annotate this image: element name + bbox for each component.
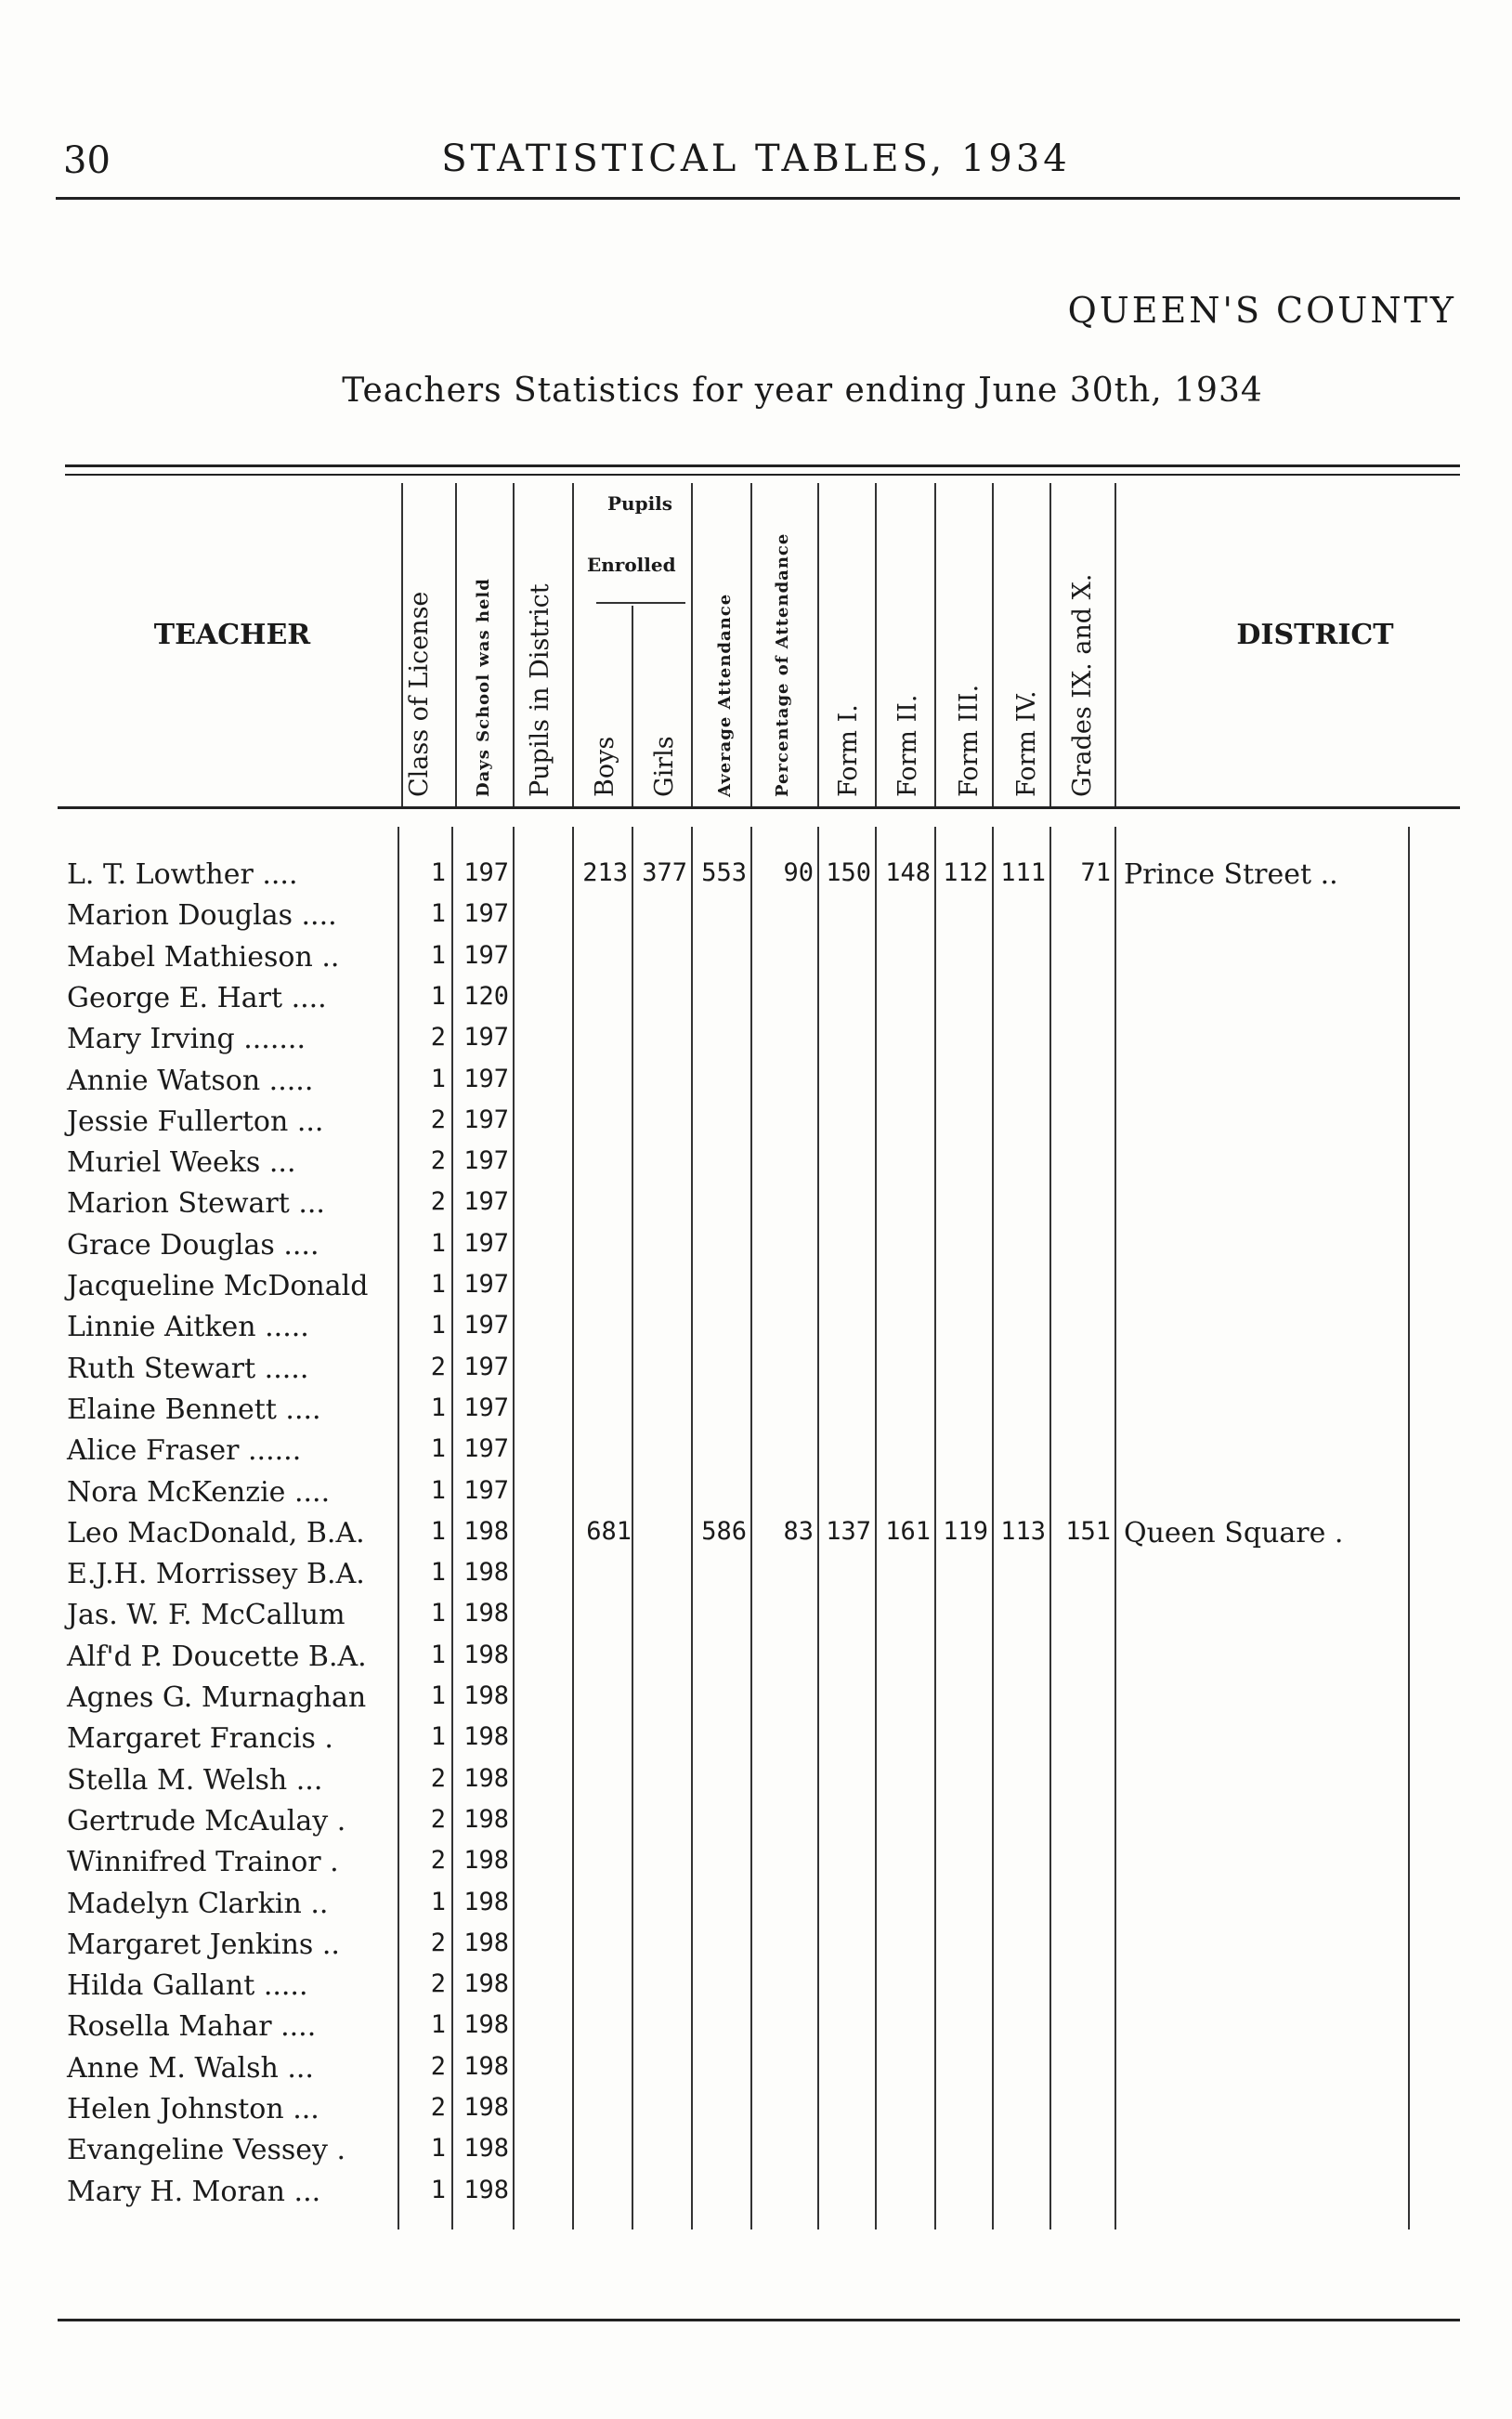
class-of-license: 1 — [430, 1888, 446, 1916]
class-of-license: 1 — [430, 1681, 446, 1710]
days-school-held: 197 — [463, 1229, 509, 1258]
class-of-license: 1 — [430, 1476, 446, 1505]
body-column-rule — [1114, 827, 1116, 2229]
header-column-rule — [632, 606, 633, 806]
class-of-license: 1 — [430, 941, 446, 970]
teacher-name: Alf'd P. Doucette B.A. — [67, 1641, 367, 1673]
boys-enrolled: 213 — [582, 858, 628, 887]
header-column-rule — [1114, 483, 1116, 806]
header-column-rule — [992, 483, 994, 806]
days-school-held: 198 — [463, 1558, 509, 1587]
class-of-license: 2 — [430, 2093, 446, 2122]
average-attendance: 553 — [701, 858, 747, 887]
column-header-average-attendance: Average Attendance — [715, 593, 735, 797]
class-of-license: 1 — [430, 899, 446, 928]
days-school-held: 198 — [463, 1517, 509, 1546]
header-column-rule — [572, 483, 574, 806]
days-school-held: 120 — [463, 982, 509, 1011]
days-school-held: 197 — [463, 1270, 509, 1299]
days-school-held: 198 — [463, 1764, 509, 1793]
column-header-enrolled: Enrolled — [587, 554, 676, 576]
class-of-license: 2 — [430, 1146, 446, 1175]
class-of-license: 1 — [430, 1558, 446, 1587]
class-of-license: 2 — [430, 1764, 446, 1793]
header-column-rule — [934, 483, 936, 806]
percentage-attendance: 90 — [783, 858, 814, 887]
days-school-held: 198 — [463, 1888, 509, 1916]
form-1-count: 137 — [826, 1517, 871, 1546]
header-column-rule — [875, 483, 877, 806]
teacher-name: Evangeline Vessey . — [67, 2134, 346, 2166]
teacher-name: Leo MacDonald, B.A. — [67, 1517, 365, 1549]
teacher-name: Elaine Bennett .... — [67, 1393, 321, 1426]
teacher-name: Margaret Francis . — [67, 1722, 333, 1755]
percentage-attendance: 83 — [783, 1517, 814, 1546]
table-top-rule-2 — [65, 474, 1460, 476]
body-column-rule — [398, 827, 399, 2229]
column-header-boys: Boys — [591, 736, 619, 797]
column-header-grades: Grades IX. and X. — [1068, 573, 1097, 797]
page-number: 30 — [63, 139, 111, 182]
teacher-name: Mabel Mathieson .. — [67, 941, 340, 974]
days-school-held: 198 — [463, 1929, 509, 1957]
table-subtitle: Teachers Statistics for year ending June 30th, 1934 — [342, 372, 1263, 410]
days-school-held: 198 — [463, 1681, 509, 1710]
days-school-held: 197 — [463, 1434, 509, 1463]
teacher-name: Margaret Jenkins .. — [67, 1929, 340, 1961]
teacher-name: L. T. Lowther .... — [67, 858, 298, 891]
teacher-name: Agnes G. Murnaghan — [67, 1681, 367, 1714]
table-bottom-rule — [58, 2319, 1460, 2321]
class-of-license: 1 — [430, 2176, 446, 2204]
teacher-name: Ruth Stewart ..... — [67, 1353, 309, 1385]
enrolled-underline — [596, 602, 685, 604]
county-title: QUEEN'S COUNTY — [1067, 290, 1456, 331]
days-school-held: 197 — [463, 1353, 509, 1381]
class-of-license: 1 — [430, 2010, 446, 2039]
form-2-count: 161 — [885, 1517, 931, 1546]
header-column-rule — [817, 483, 819, 806]
body-column-rule — [1408, 827, 1410, 2229]
class-of-license: 1 — [430, 982, 446, 1011]
body-column-rule — [632, 827, 633, 2229]
column-header-days: Days School was held — [474, 578, 493, 797]
class-of-license: 1 — [430, 1229, 446, 1258]
teacher-name: Mary H. Moran ... — [67, 2176, 321, 2208]
class-of-license: 2 — [430, 1105, 446, 1134]
header-column-rule — [691, 483, 693, 806]
teacher-name: Annie Watson ..... — [67, 1065, 314, 1097]
average-attendance: 586 — [701, 1517, 747, 1546]
teacher-name: Rosella Mahar .... — [67, 2010, 317, 2043]
district-name: Queen Square . — [1124, 1517, 1344, 1549]
class-of-license: 1 — [430, 1722, 446, 1751]
teacher-name: Grace Douglas .... — [67, 1229, 319, 1262]
days-school-held: 197 — [463, 1023, 509, 1052]
teacher-name: Linnie Aitken ..... — [67, 1311, 309, 1343]
class-of-license: 1 — [430, 1270, 446, 1299]
days-school-held: 198 — [463, 1641, 509, 1669]
teacher-name: Jessie Fullerton ... — [67, 1105, 324, 1138]
teacher-name: Stella M. Welsh ... — [67, 1764, 323, 1797]
days-school-held: 197 — [463, 1146, 509, 1175]
district-name: Prince Street .. — [1124, 858, 1338, 891]
days-school-held: 198 — [463, 1846, 509, 1875]
running-title: STATISTICAL TABLES, 1934 — [441, 137, 1071, 180]
class-of-license: 2 — [430, 2052, 446, 2081]
class-of-license: 2 — [430, 1187, 446, 1216]
column-header-form-1: Form I. — [834, 704, 863, 797]
days-school-held: 197 — [463, 1393, 509, 1422]
form-2-count: 148 — [885, 858, 931, 887]
teacher-name: Helen Johnston ... — [67, 2093, 319, 2125]
days-school-held: 198 — [463, 1599, 509, 1628]
days-school-held: 198 — [463, 2093, 509, 2122]
grades-ix-x-count: 151 — [1065, 1517, 1111, 1546]
teacher-name: Gertrude McAulay . — [67, 1805, 346, 1837]
days-school-held: 198 — [463, 2134, 509, 2163]
header-bottom-rule — [58, 806, 1460, 809]
form-1-count: 150 — [826, 858, 871, 887]
teacher-name: Jacqueline McDonald — [67, 1270, 369, 1302]
class-of-license: 2 — [430, 1929, 446, 1957]
class-of-license: 1 — [430, 1517, 446, 1546]
class-of-license: 1 — [430, 1641, 446, 1669]
class-of-license: 1 — [430, 1065, 446, 1093]
column-header-form-3: Form III. — [955, 684, 984, 797]
teacher-name: Hilda Gallant ..... — [67, 1969, 308, 2002]
header-column-rule — [513, 483, 515, 806]
header-rule — [56, 197, 1460, 200]
days-school-held: 198 — [463, 1805, 509, 1834]
teacher-name: Marion Stewart ... — [67, 1187, 325, 1220]
days-school-held: 197 — [463, 1476, 509, 1505]
days-school-held: 197 — [463, 1105, 509, 1134]
days-school-held: 198 — [463, 2010, 509, 2039]
teacher-name: Alice Fraser ...... — [67, 1434, 302, 1467]
column-header-form-4: Form IV. — [1012, 690, 1041, 797]
teacher-name: Marion Douglas .... — [67, 899, 337, 932]
teacher-name: E.J.H. Morrissey B.A. — [67, 1558, 365, 1590]
class-of-license: 1 — [430, 858, 446, 887]
days-school-held: 197 — [463, 1311, 509, 1340]
column-header-teacher: TEACHER — [153, 619, 311, 651]
girls-enrolled: 377 — [642, 858, 687, 887]
days-school-held: 197 — [463, 1187, 509, 1216]
column-header-district: DISTRICT — [1236, 619, 1394, 651]
table-top-rule — [65, 464, 1460, 467]
days-school-held: 198 — [463, 1969, 509, 1998]
teacher-name: Nora McKenzie .... — [67, 1476, 331, 1509]
class-of-license: 1 — [430, 1599, 446, 1628]
header-column-rule — [750, 483, 752, 806]
header-column-rule — [1049, 483, 1051, 806]
class-of-license: 1 — [430, 1311, 446, 1340]
body-column-rule — [513, 827, 515, 2229]
days-school-held: 198 — [463, 2052, 509, 2081]
class-of-license: 2 — [430, 1353, 446, 1381]
class-of-license: 2 — [430, 1805, 446, 1834]
grades-ix-x-count: 71 — [1080, 858, 1111, 887]
body-column-rule — [451, 827, 453, 2229]
days-school-held: 197 — [463, 899, 509, 928]
header-column-rule — [401, 483, 403, 806]
teacher-name: Mary Irving ....... — [67, 1023, 306, 1055]
form-3-count: 112 — [943, 858, 988, 887]
teacher-name: George E. Hart .... — [67, 982, 327, 1014]
class-of-license: 1 — [430, 1434, 446, 1463]
teacher-name: Anne M. Walsh ... — [67, 2052, 314, 2085]
days-school-held: 198 — [463, 2176, 509, 2204]
days-school-held: 198 — [463, 1722, 509, 1751]
form-4-count: 113 — [1000, 1517, 1046, 1546]
class-of-license: 2 — [430, 1846, 446, 1875]
body-column-rule — [572, 827, 574, 2229]
class-of-license: 1 — [430, 1393, 446, 1422]
days-school-held: 197 — [463, 1065, 509, 1093]
days-school-held: 197 — [463, 858, 509, 887]
days-school-held: 197 — [463, 941, 509, 970]
column-header-girls: Girls — [650, 736, 679, 797]
teacher-name: Jas. W. F. McCallum — [67, 1599, 345, 1631]
teacher-name: Madelyn Clarkin .. — [67, 1888, 329, 1920]
class-of-license: 2 — [430, 1969, 446, 1998]
teacher-name: Muriel Weeks ... — [67, 1146, 296, 1179]
column-header-percentage-attendance: Percentage of Attendance — [773, 532, 792, 797]
column-header-form-2: Form II. — [893, 694, 922, 797]
header-column-rule — [455, 483, 457, 806]
class-of-license: 2 — [430, 1023, 446, 1052]
column-header-license: Class of License — [405, 591, 434, 797]
column-header-pupils: Pupils — [607, 492, 673, 515]
teacher-name: Winnifred Trainor . — [67, 1846, 339, 1878]
form-4-count: 111 — [1000, 858, 1046, 887]
column-header-pupils-district: Pupils in District — [526, 583, 554, 797]
boys-enrolled: 681 — [586, 1517, 632, 1546]
form-3-count: 119 — [943, 1517, 988, 1546]
class-of-license: 1 — [430, 2134, 446, 2163]
